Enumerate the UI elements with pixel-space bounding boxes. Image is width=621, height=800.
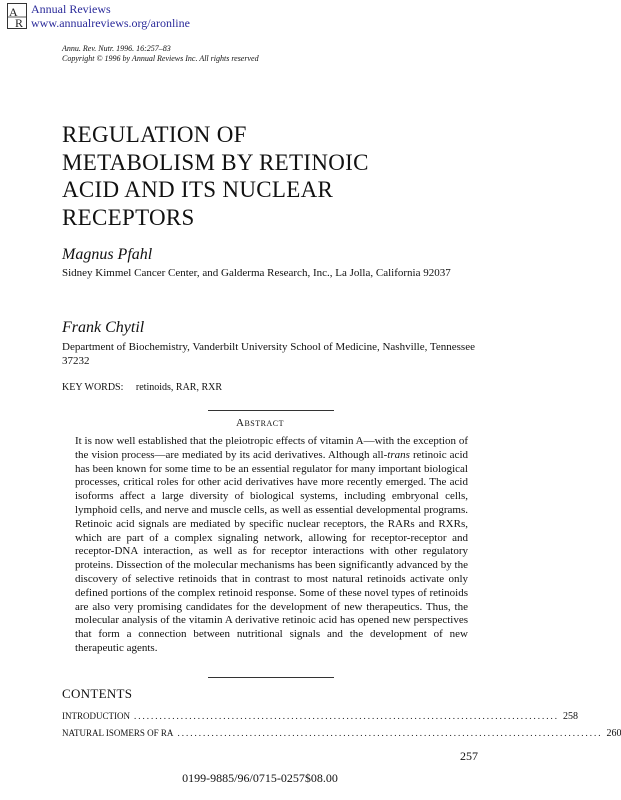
title-line: ACID AND ITS NUCLEAR <box>62 177 334 202</box>
annual-reviews-logo-icon <box>7 3 27 29</box>
publisher-name: Annual Reviews <box>31 2 111 16</box>
author-name: Frank Chytil <box>62 319 145 336</box>
toc-leader-dots: .................................................................................................... <box>134 711 559 721</box>
toc-entry-page: 258 <box>563 711 578 722</box>
svg-text:R: R <box>15 16 24 30</box>
page-number: 257 <box>460 749 478 763</box>
journal-citation: Annu. Rev. Nutr. 1996. 16:257–83 <box>62 44 171 53</box>
footer-code: 0199-9885/96/0715-0257$08.00 <box>182 771 338 785</box>
author-affiliation: Sidney Kimmel Cancer Center, and Galderma Research, Inc., La Jolla, California 92037 <box>62 267 451 279</box>
toc-entry-label: NATURAL ISOMERS OF RA <box>62 728 174 738</box>
title-line: REGULATION OF <box>62 122 247 147</box>
article-title <box>62 121 482 231</box>
abstract-body <box>75 435 468 656</box>
keywords-value: retinoids, RAR, RXR <box>135 382 223 393</box>
toc-entry[interactable] <box>62 728 621 739</box>
abstract-top-rule <box>208 410 334 411</box>
keywords-line <box>62 382 222 393</box>
toc-entry-label: INTRODUCTION <box>62 711 130 721</box>
abstract-italic-text: trans <box>387 448 410 461</box>
citation-block <box>62 44 259 64</box>
toc-entry-page: 260 <box>606 728 621 739</box>
abstract-text: retinoic acid has been known for some time to be an essential regulator for many important biological processes, critical roles for other acid derivatives have more recently emerged. The acid isoforms affect a large diversity of biological systems, including embryonal cells, lymphoid cells, and nerve and muscle cells, as well as essential developmental programs. Retinoic acid signals are mediated by specific nuclear receptors, the RARs and RXRs, which are part of a complex signaling network, allowing for receptor-receptor and receptor-DNA interaction, as well as for receptor interactions with other regulatory proteins. Dissection of the molecular mechanisms has been significantly advanced by the discovery of selective retinoids that in contrast to most natural retinoids activate only defined portions of the complex retinoid response. Some of these novel types of retinoids are also very promising candidates for the development of new therapeutics. Thus, the molecular analysis of the vitamin A derivative retinoic acid has opened new perspectives that form a connection between nutritional signals and the development of new therapeutic agents. <box>75 448 468 654</box>
keywords-label: KEY WORDS: <box>62 382 124 393</box>
contents-heading: CONTENTS <box>62 686 133 701</box>
title-line: RECEPTORS <box>62 204 195 230</box>
author-affiliation: Department of Biochemistry, Vanderbilt University School of Medicine, Nashville, Tennessee 37232 <box>62 341 475 367</box>
copyright-line: Copyright © 1996 by Annual Reviews Inc. All rights reserved <box>62 54 259 63</box>
abstract-text: It is now well established that the pleiotropic effects of vitamin A—with the exception of the vision process—are mediated by its acid derivatives. Although all- <box>75 435 468 461</box>
abstract-heading: Abstract <box>236 417 284 429</box>
svg-text:A: A <box>9 5 18 19</box>
toc-leader-dots: .................................................................................................... <box>177 728 603 738</box>
publisher-header[interactable] <box>31 2 190 30</box>
abstract-bottom-rule <box>208 677 334 678</box>
author-name: Magnus Pfahl <box>62 246 153 263</box>
toc-entry[interactable] <box>62 711 578 722</box>
title-line: METABOLISM BY RETINOIC <box>62 149 369 175</box>
publisher-url-link[interactable]: www.annualreviews.org/aronline <box>31 16 190 30</box>
